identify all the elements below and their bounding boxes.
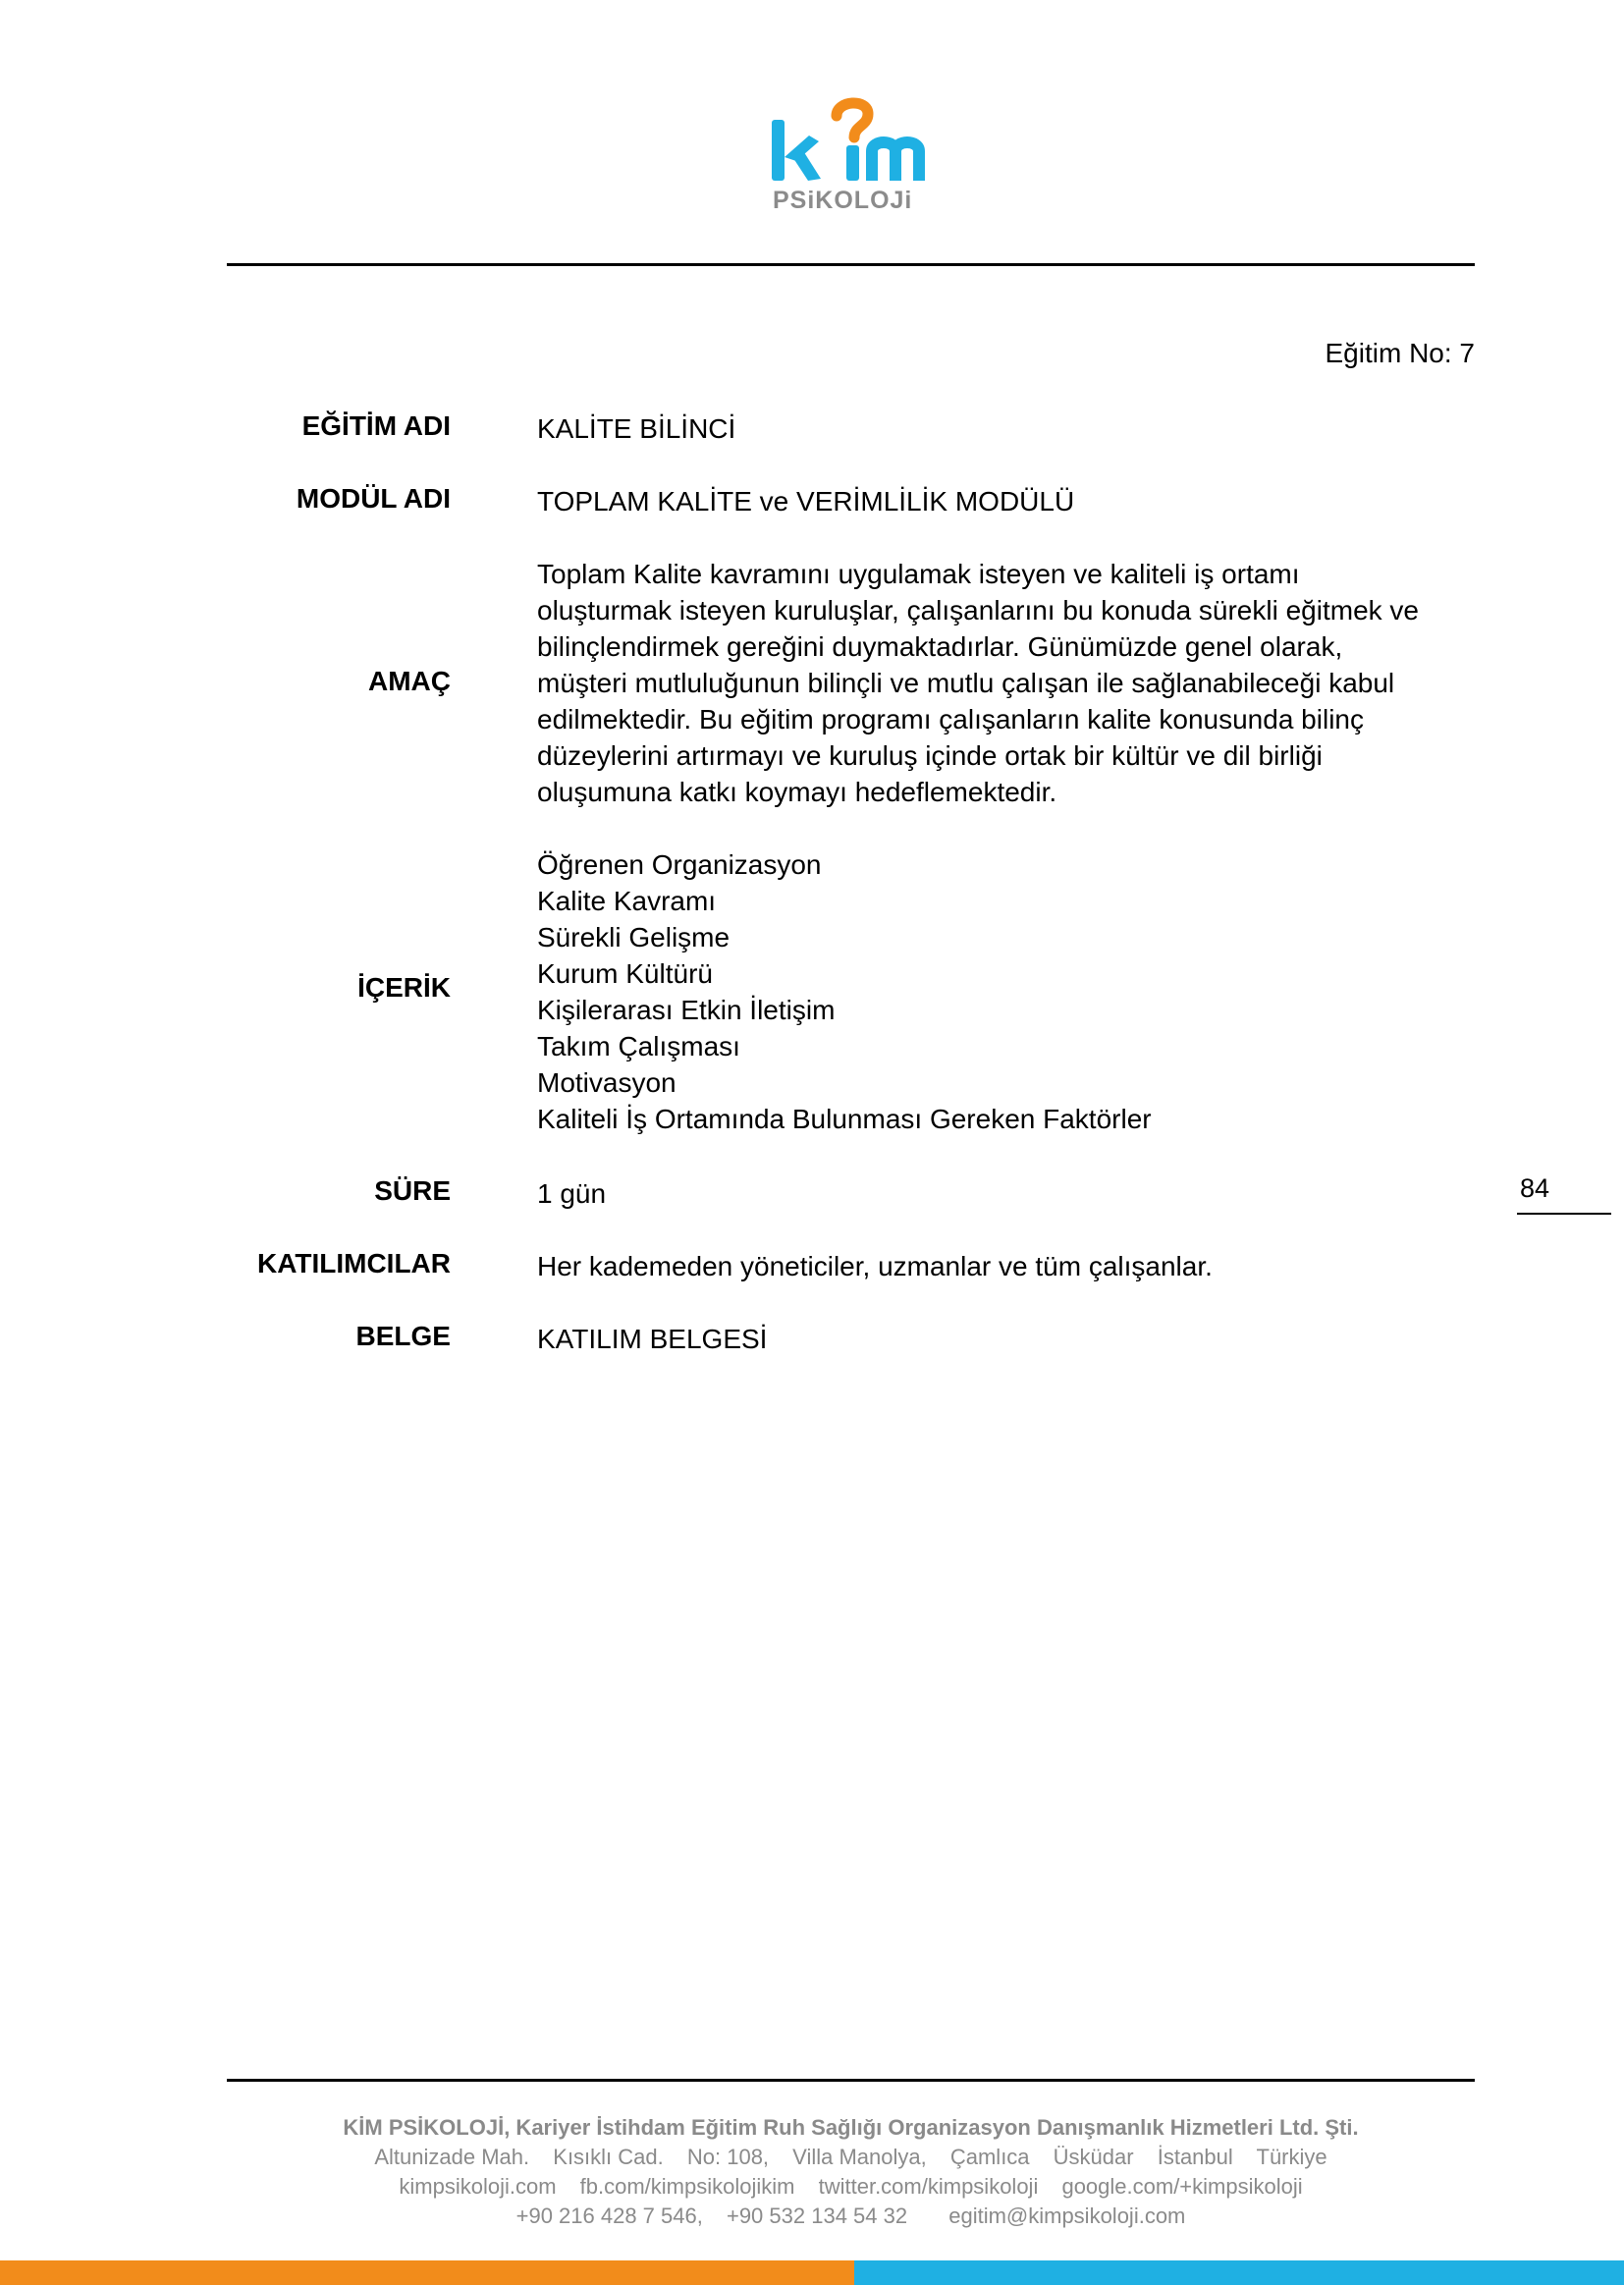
footer-address-part: Villa Manolya, <box>792 2145 927 2169</box>
label-sure: SÜRE <box>374 1175 451 1206</box>
value-icerik <box>537 846 1450 1137</box>
page-number: 84 <box>1520 1173 1550 1203</box>
value-sure: 1 gün <box>537 1178 607 1209</box>
footer-facebook-link[interactable]: fb.com/kimpsikolojikim <box>579 2174 795 2199</box>
footer-company-line <box>227 2113 1475 2143</box>
value-egitim-adi: KALİTE BİLİNCİ <box>537 413 736 444</box>
page-number-underline <box>1517 1213 1611 1215</box>
icerik-item: Motivasyon <box>537 1067 677 1098</box>
icerik-item: Takım Çalışması <box>537 1031 740 1061</box>
icerik-item: Kurum Kültürü <box>537 958 713 989</box>
amac-line: edilmektedir. Bu eğitim programı çalışanların kalite konusunda bilinç <box>537 704 1364 734</box>
footer-address-part: Kısıklı Cad. <box>553 2145 664 2169</box>
icerik-item: Kişilerarası Etkin İletişim <box>537 995 836 1025</box>
amac-line: bilinçlendirmek gereğini duymaktadırlar. Günümüzde genel olarak, <box>537 631 1343 662</box>
label-modul-adi: MODÜL ADI <box>296 483 451 514</box>
icerik-item: Öğrenen Organizasyon <box>537 849 822 880</box>
value-amac <box>537 556 1450 810</box>
bottom-bar-orange <box>0 2260 854 2285</box>
footer-address-part: Üsküdar <box>1053 2145 1134 2169</box>
value-modul-adi: TOPLAM KALİTE ve VERİMLİLİK MODÜLÜ <box>537 486 1075 517</box>
footer-address-part: İstanbul <box>1157 2145 1233 2169</box>
footer-contact-line <box>227 2202 1475 2231</box>
footer-web-line <box>227 2172 1475 2202</box>
amac-line: oluşturmak isteyen kuruluşlar, çalışanlarını bu konuda sürekli eğitmek ve <box>537 595 1419 626</box>
footer-website-link[interactable]: kimpsikoloji.com <box>399 2174 557 2199</box>
footer-google-link[interactable]: google.com/+kimpsikoloji <box>1061 2174 1303 2199</box>
label-icerik: İÇERİK <box>357 972 451 1003</box>
value-katilimcilar: Her kademeden yöneticiler, uzmanlar ve tüm çalışanlar. <box>537 1251 1213 1281</box>
footer-address-part: No: 108, <box>686 2145 770 2169</box>
footer-email-link[interactable]: egitim@kimpsikoloji.com <box>948 2203 1186 2228</box>
footer-address-line <box>227 2143 1475 2172</box>
education-number: Eğitim No: 7 <box>1325 338 1475 368</box>
amac-line: müşteri mutluluğunun bilinçli ve mutlu çalışan ile sağlanabileceği kabul <box>537 668 1395 698</box>
footer-phone-2: +90 532 134 54 32 <box>726 2203 908 2228</box>
footer-phone-1: +90 216 428 7 546, <box>515 2203 703 2228</box>
footer-company-name: KİM PSİKOLOJİ, <box>343 2115 511 2140</box>
amac-line: oluşumuna katkı koymayı hedeflemektedir. <box>537 777 1057 807</box>
footer-address-part: Çamlıca <box>949 2145 1030 2169</box>
value-belge: KATILIM BELGESİ <box>537 1324 768 1354</box>
icerik-item: Kalite Kavramı <box>537 886 717 916</box>
footer-twitter-link[interactable]: twitter.com/kimpsikoloji <box>818 2174 1039 2199</box>
icerik-item: Kaliteli İş Ortamında Bulunması Gereken Faktörler <box>537 1104 1152 1134</box>
footer-address-part: Altunizade Mah. <box>374 2145 530 2169</box>
label-amac: AMAÇ <box>368 666 451 696</box>
label-belge: BELGE <box>355 1321 451 1351</box>
icerik-item: Sürekli Gelişme <box>537 922 731 952</box>
footer-company-description: Kariyer İstihdam Eğitim Ruh Sağlığı Organizasyon Danışmanlık Hizmetleri Ltd. Şti. <box>510 2115 1359 2140</box>
label-egitim-adi: EĞİTİM ADI <box>301 410 451 441</box>
amac-line: Toplam Kalite kavramını uygulamak isteyen ve kaliteli iş ortamı <box>537 559 1300 589</box>
footer-divider <box>227 2079 1475 2082</box>
footer-address-part: Türkiye <box>1256 2145 1327 2169</box>
amac-line: düzeylerini artırmayı ve kuruluş içinde ortak bir kültür ve dil birliği <box>537 740 1323 771</box>
header-divider <box>227 263 1475 266</box>
label-katilimcilar: KATILIMCILAR <box>257 1248 451 1279</box>
footer <box>227 2113 1475 2231</box>
bottom-bar-blue <box>854 2260 1624 2285</box>
logo-subtitle: PSiKOLOJi <box>773 187 913 214</box>
